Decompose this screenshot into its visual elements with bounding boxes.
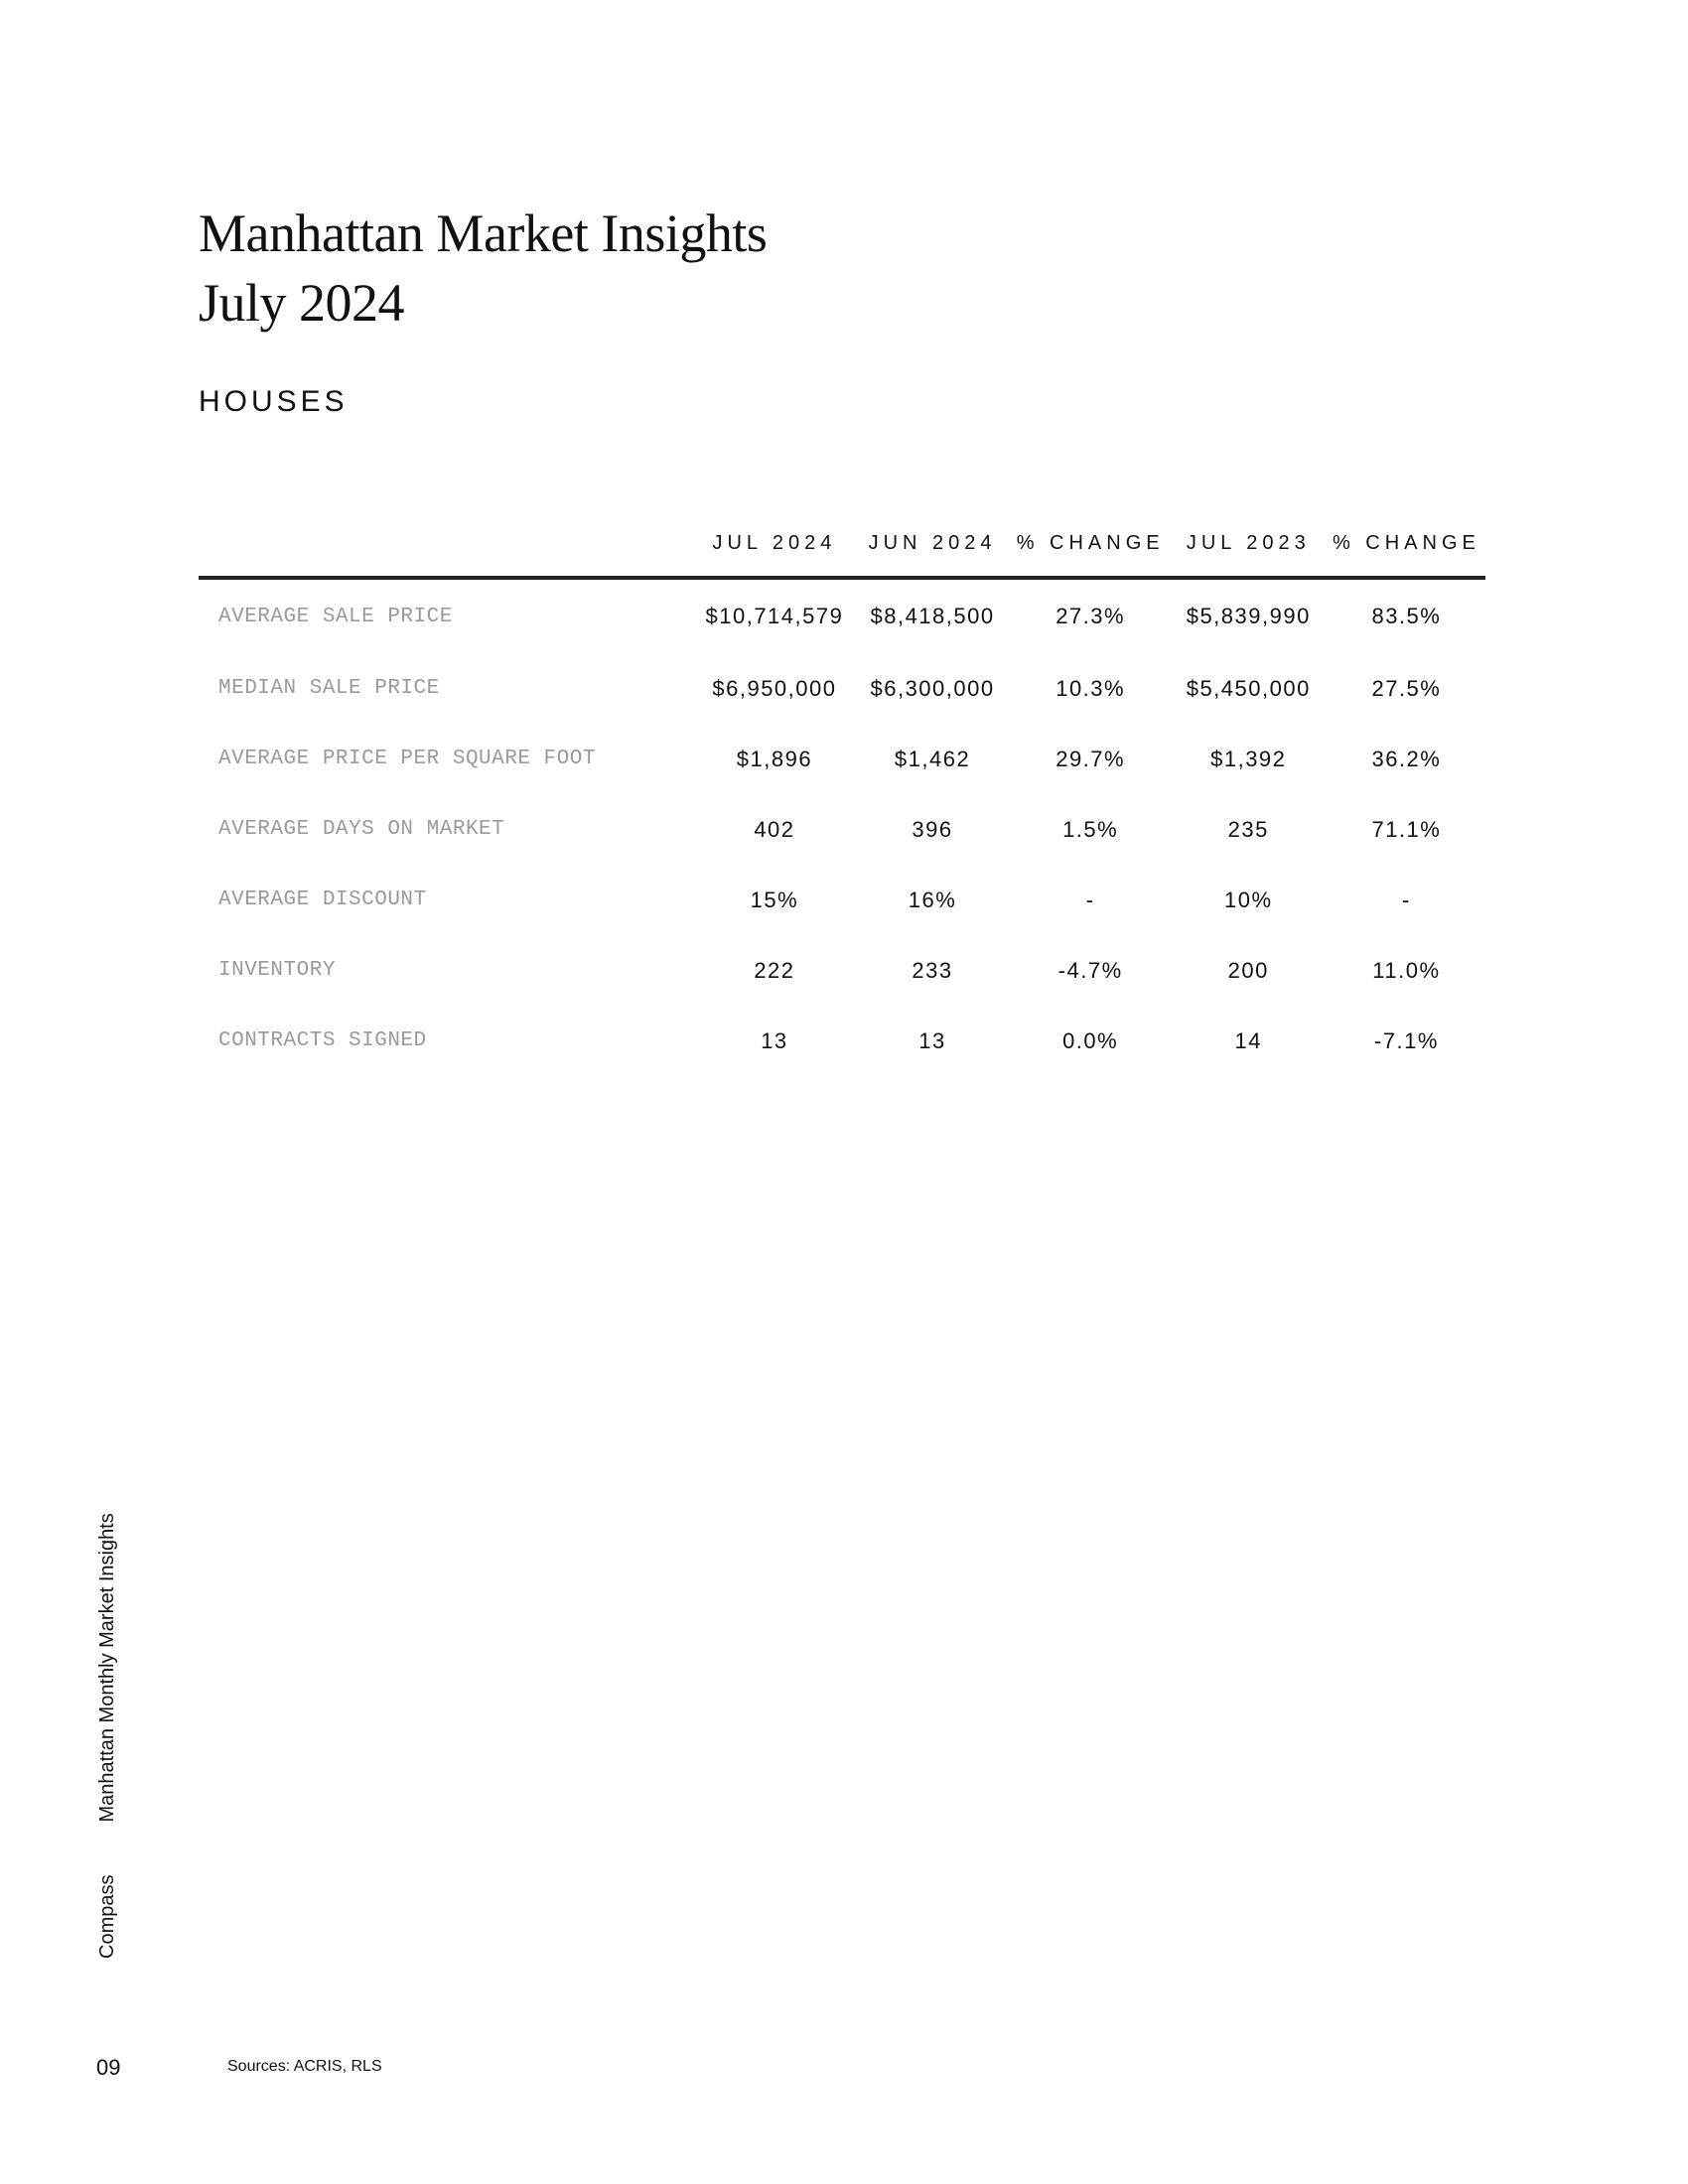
- row-label: CONTRACTS SIGNED: [218, 1029, 427, 1052]
- table-row: [199, 724, 1485, 794]
- table-cell: -: [1401, 887, 1411, 912]
- row-label: AVERAGE DISCOUNT: [218, 888, 427, 911]
- table-cell: 13: [918, 1027, 946, 1053]
- column-header: JUL 2023: [1170, 531, 1328, 578]
- table-cell: 200: [1227, 957, 1269, 983]
- table-row: [199, 578, 1485, 653]
- table-cell: $1,462: [894, 746, 971, 771]
- table-cell: 402: [754, 816, 795, 842]
- table-cell: 16%: [908, 887, 957, 912]
- column-header: JUN 2024: [853, 531, 1011, 578]
- column-header: % CHANGE: [1012, 531, 1170, 578]
- table-cell: $1,392: [1210, 746, 1287, 771]
- publication-name: Manhattan Monthly Market Insights: [96, 1513, 118, 1823]
- table-cell: 83.5%: [1371, 604, 1442, 628]
- table-row: [199, 865, 1485, 935]
- table-cell: $1,896: [736, 746, 813, 771]
- table-cell: 10%: [1223, 887, 1273, 912]
- row-label: AVERAGE PRICE PER SQUARE FOOT: [218, 748, 596, 770]
- table-cell: -7.1%: [1373, 1027, 1439, 1053]
- table-cell: 222: [754, 957, 795, 983]
- table-row: [199, 653, 1485, 724]
- row-label: AVERAGE SALE PRICE: [218, 605, 453, 628]
- table-cell: 13: [761, 1027, 788, 1053]
- table-cell: 71.1%: [1371, 816, 1442, 842]
- table-header-row: [199, 531, 1485, 578]
- market-stats-table: [199, 531, 1485, 1076]
- table-cell: -: [1085, 887, 1095, 912]
- table-row: [199, 794, 1485, 865]
- page-title: [199, 199, 767, 338]
- table-cell: $5,839,990: [1186, 604, 1311, 628]
- table-cell: $5,450,000: [1186, 675, 1311, 701]
- table-row: [199, 935, 1485, 1006]
- row-label: AVERAGE DAYS ON MARKET: [218, 818, 505, 841]
- table-cell: 235: [1227, 816, 1269, 842]
- table-cell: 233: [912, 957, 953, 983]
- title-line-2: July 2024: [199, 273, 405, 333]
- title-line-1: Manhattan Market Insights: [199, 204, 768, 263]
- table-cell: 14: [1234, 1027, 1262, 1053]
- table-cell: 396: [912, 816, 953, 842]
- table-cell: 11.0%: [1372, 957, 1441, 983]
- row-label: INVENTORY: [218, 959, 336, 982]
- table-cell: $6,950,000: [712, 675, 837, 701]
- table-cell: 0.0%: [1062, 1027, 1119, 1053]
- table-cell: 27.3%: [1055, 604, 1126, 628]
- table-cell: 15%: [750, 887, 799, 912]
- table-row: [199, 1006, 1485, 1076]
- table-cell: 36.2%: [1371, 746, 1442, 771]
- sidebar-text: [92, 1513, 122, 1959]
- table-cell: 1.5%: [1062, 816, 1119, 842]
- column-header: JUL 2024: [695, 531, 853, 578]
- table-cell: 29.7%: [1055, 746, 1126, 771]
- table-cell: -4.7%: [1057, 957, 1123, 983]
- brand-name: Compass: [96, 1874, 118, 1959]
- table-cell: 10.3%: [1055, 675, 1126, 701]
- column-header: % CHANGE: [1328, 531, 1485, 578]
- table-cell: 27.5%: [1371, 675, 1442, 701]
- header-label-spacer: [199, 531, 695, 578]
- section-heading: HOUSES: [199, 385, 349, 418]
- row-label: MEDIAN SALE PRICE: [218, 677, 440, 700]
- table-cell: $10,714,579: [705, 604, 844, 628]
- table-cell: $6,300,000: [870, 675, 995, 701]
- sources-note: Sources: ACRIS, RLS: [227, 2058, 382, 2075]
- page-number: 09: [96, 2055, 121, 2080]
- table-cell: $8,418,500: [870, 604, 995, 628]
